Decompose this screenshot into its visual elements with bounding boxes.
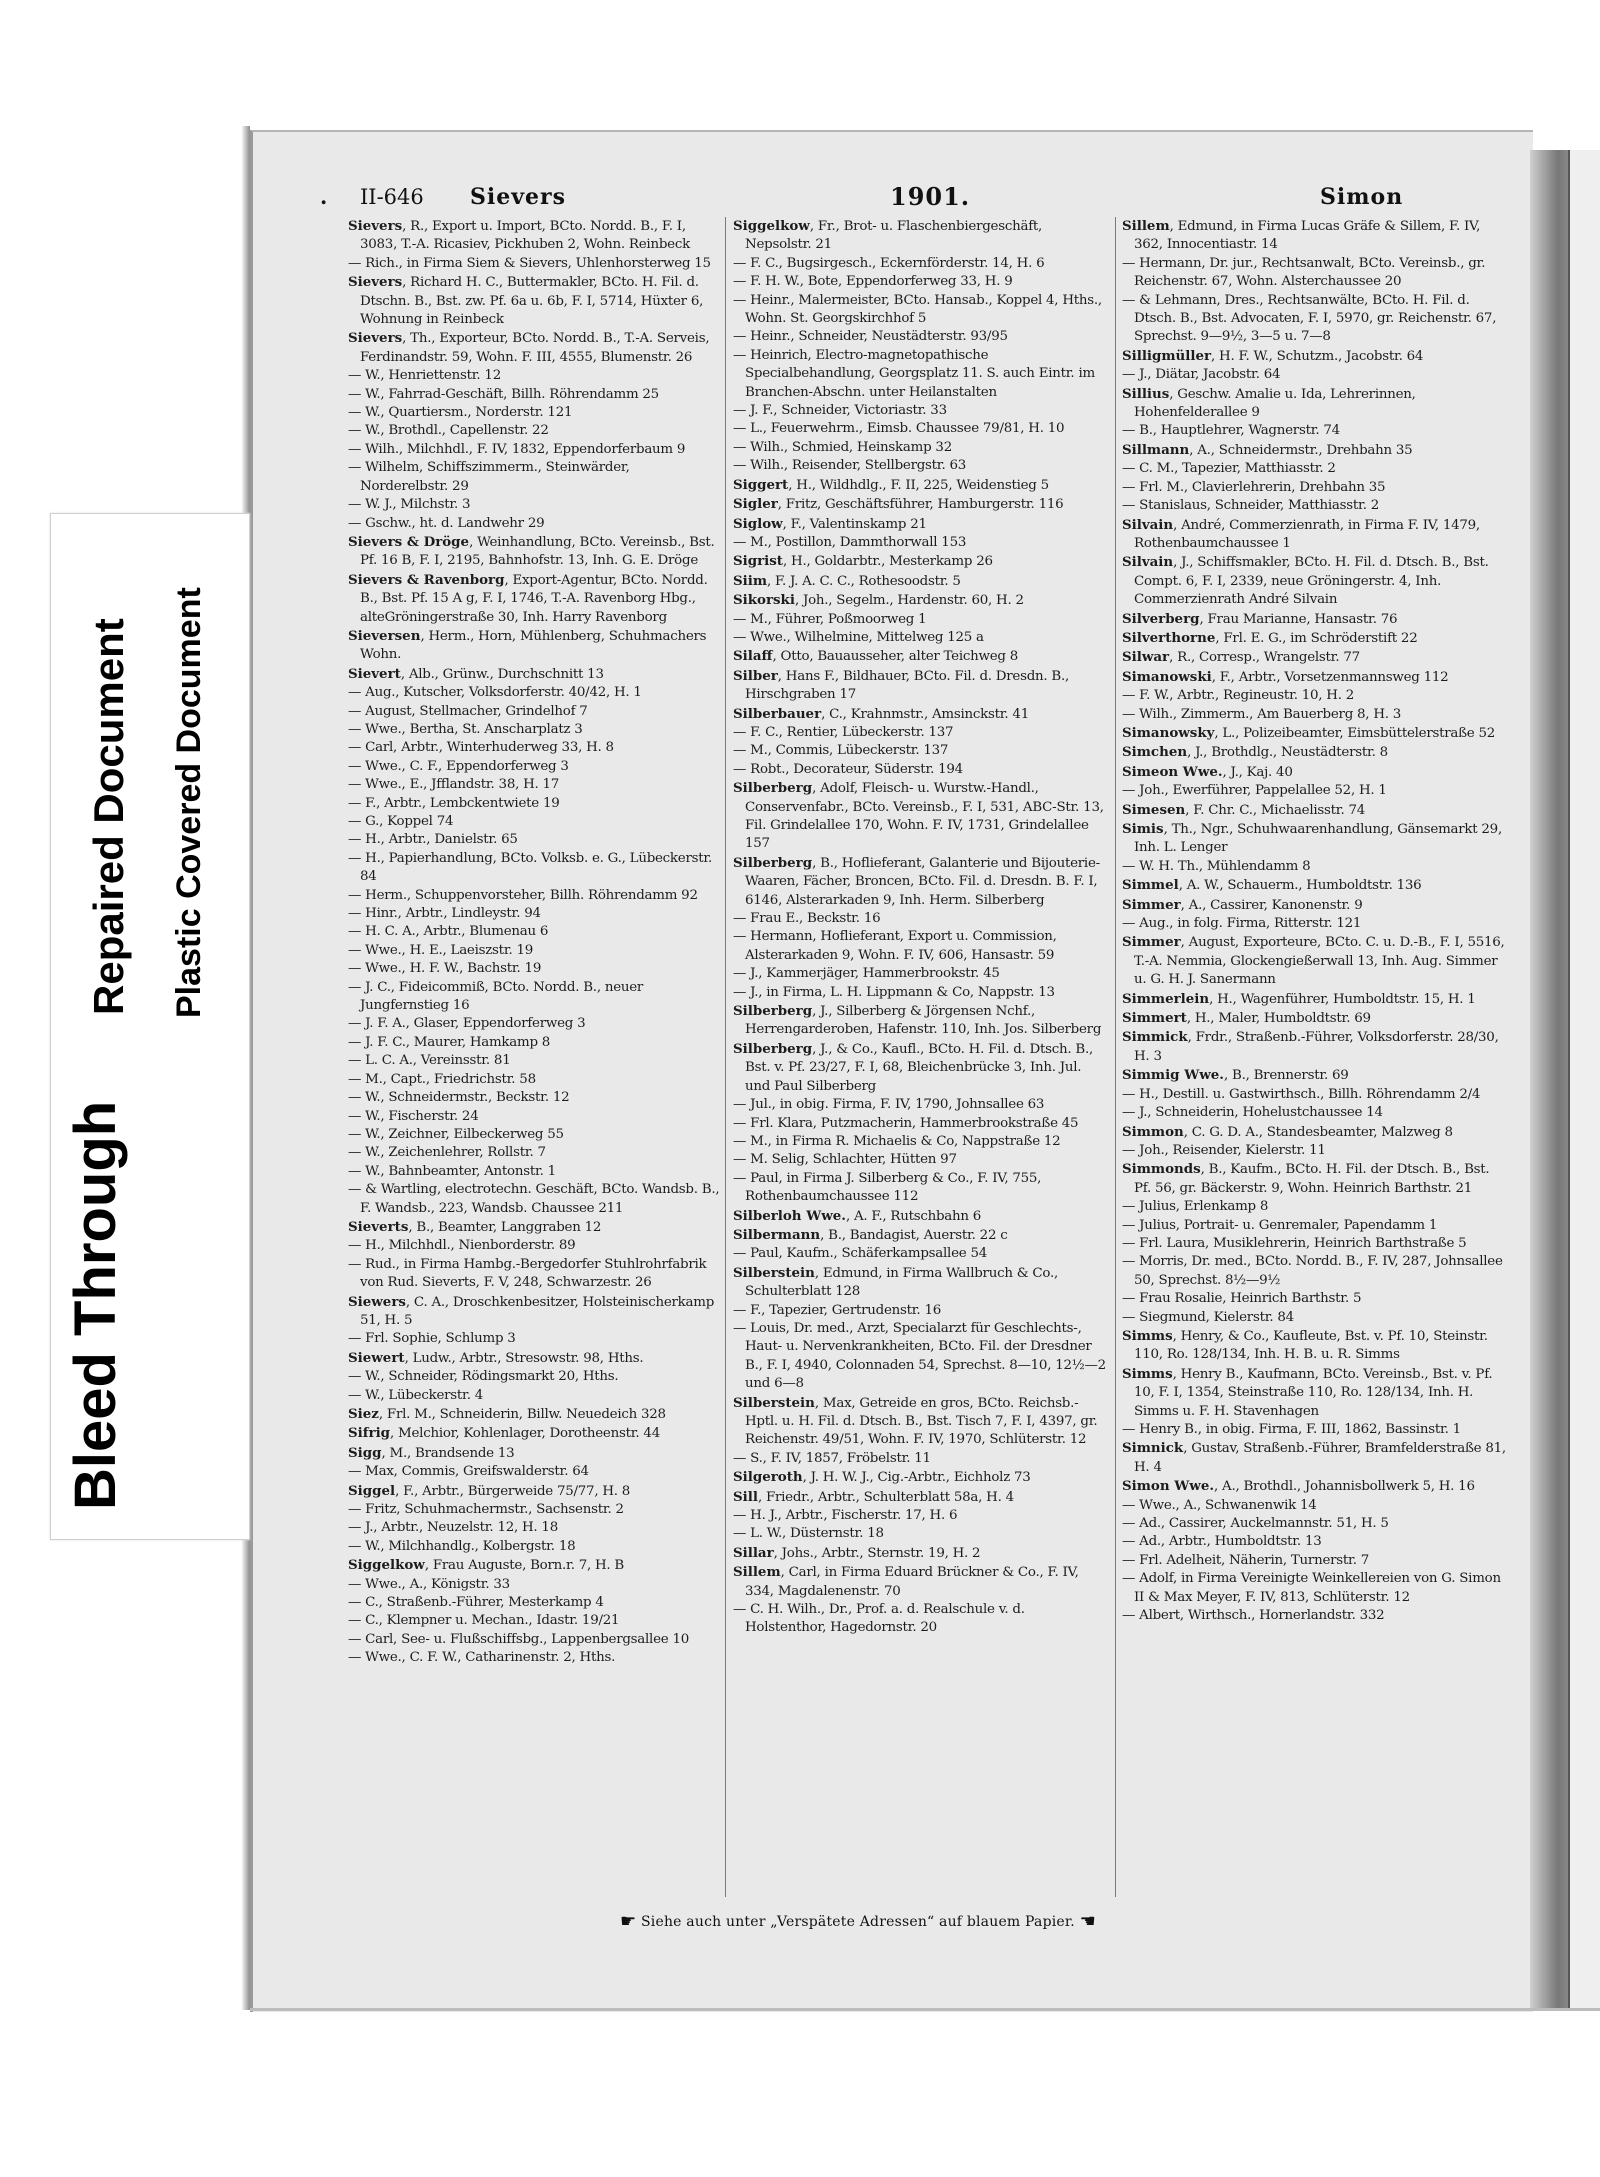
header-year: 1901. [890,182,971,211]
directory-entry: Simon Wwe., A., Brothdl., Johannisbollwerk 5, H. 16 [1122,1478,1475,1495]
directory-entry: Siim, F. J. A. C. C., Rothesoodstr. 5 [733,572,961,589]
directory-entry: Simanowski, F., Arbtr., Vorsetzenmannsweg 112 [1122,668,1449,685]
directory-entry: — F. H. W., Bote, Eppendorferweg 33, H. 9 [733,274,1013,290]
directory-entry: — Wwe., A., Königstr. 33 [348,1576,510,1592]
directory-entry: — Wwe., Wilhelmine, Mittelweg 125 a [733,629,984,645]
directory-entry: — H. C. A., Arbtr., Blumenau 6 [348,924,549,940]
directory-entry: Sievers & Dröge, Weinhandlung, BCto. Vereinsb., Bst. Pf. 16 B, F. I, 2195, Bahnhofstr. 13, Inh. G. E. Dröge [348,533,715,569]
directory-entry: Silber, Hans F., Bildhauer, BCto. Fil. d. Dresdn. B., Hirschgraben 17 [733,667,1070,703]
directory-entry: — H. J., Arbtr., Fischerstr. 17, H. 6 [733,1508,958,1524]
directory-entry: — Henry B., in obig. Firma, F. III, 1862, Bassinstr. 1 [1122,1422,1461,1437]
directory-entry: — Wwe., C. F., Eppendorferweg 3 [348,758,569,774]
directory-entry: — M. Selig, Schlachter, Hütten 97 [733,1152,957,1168]
directory-entry: — Hermann, Hoflieferant, Export u. Commission, Alsterarkaden 9, Wohn. F. IV, 606, Hansastr. 59 [733,929,1057,963]
directory-entry: Simmel, A. W., Schauerm., Humboldtstr. 136 [1122,877,1422,894]
directory-entry: — Joh., Ewerführer, Pappelallee 52, H. 1 [1122,783,1387,799]
directory-entry: Sigler, Fritz, Geschäftsführer, Hamburgerstr. 116 [733,496,1064,513]
directory-entry: Sillem, Edmund, in Firma Lucas Gräfe & Sillem, F. IV, 362, Innocentiastr. 14 [1122,218,1481,253]
directory-entry: — August, Stellmacher, Grindelhof 7 [348,703,588,719]
directory-entry: Sievers, Richard H. C., Buttermakler, BCto. H. Fil. d. Dtschn. B., Bst. zw. Pf. 6a u. 6b, F. I, 5714, Hüxter 6, Wohnung in Reinbeck [348,274,704,328]
directory-entry: — & Wartling, electrotechn. Geschäft, BCto. Wandsb. B., F. Wandsb., 223, Wandsb. Chaussee 211 [348,1182,720,1216]
directory-entry: — Rich., in Firma Siem & Sievers, Uhlenhorsterweg 15 [348,255,711,271]
directory-entry: — M., Capt., Friedrichstr. 58 [348,1071,536,1087]
directory-entry: Sieverts, B., Beamter, Langgraben 12 [348,1218,602,1235]
directory-entry: — M., Commis, Lübeckerstr. 137 [733,743,949,759]
directory-entry: Simesen, F. Chr. C., Michaelisstr. 74 [1122,801,1366,818]
directory-entry: — H., Destill. u. Gastwirthsch., Billh. Röhrendamm 2/4 [1122,1086,1481,1102]
directory-entry: — L., Feuerwehrm., Eimsb. Chaussee 79/81, H. 10 [733,421,1065,437]
directory-entry: — J. F., Schneider, Victoriastr. 33 [733,403,947,419]
directory-entry: — Aug., in folg. Firma, Ritterstr. 121 [1122,916,1362,932]
directory-entry: Simchen, J., Brothdlg., Neustädterstr. 8 [1122,744,1388,761]
directory-entry: — W., Quartiersm., Norderstr. 121 [348,405,573,421]
directory-entry: — Gschw., ht. d. Landwehr 29 [348,515,545,531]
directory-entry: — J., Diätar, Jacobstr. 64 [1122,367,1281,383]
adjacent-page-strip [1568,150,1600,2010]
directory-entry: — W., Bahnbeamter, Antonstr. 1 [348,1163,556,1179]
directory-entry: Sievers, Th., Exporteur, BCto. Nordd. B., T.-A. Serveis, Ferdinandstr. 59, Wohn. F. III, 4555, Blumenstr. 26 [348,330,710,365]
directory-entry: Silvain, André, Commerzienrath, in Firma F. IV, 1479, Rothenbaumchaussee 1 [1122,516,1480,551]
directory-entry: — J. F. C., Maurer, Hamkamp 8 [348,1034,551,1050]
directory-entry: Silgeroth, J. H. W. J., Cig.-Arbtr., Eichholz 73 [733,1469,1031,1486]
directory-entry: — M., Führer, Poßmoorweg 1 [733,611,927,627]
directory-column-1 [348,217,720,1897]
directory-entry: Simmig Wwe., B., Brennerstr. 69 [1122,1067,1349,1084]
directory-entry: — C., Klempner u. Mechan., Idastr. 19/21 [348,1613,620,1629]
directory-entry: — M., Postillon, Dammthorwall 153 [733,534,967,550]
directory-entry: — C. H. Wilh., Dr., Prof. a. d. Realschule v. d. Holstenthor, Hagedornstr. 20 [733,1602,1025,1636]
directory-column-2 [733,217,1109,1897]
directory-entry: Sigg, M., Brandsende 13 [348,1444,515,1461]
directory-entry: — Heinr., Schneider, Neustädterstr. 93/95 [733,329,1008,345]
label-plastic-covered-document: Plastic Covered Document [170,587,208,1018]
directory-entry: Simeon Wwe., J., Kaj. 40 [1122,763,1293,780]
pointing-hand-right-icon: ☛ [620,1911,637,1932]
column-divider [1115,217,1116,1897]
directory-entry: — Rud., in Firma Hambg.-Bergedorfer Stuhlrohrfabrik von Rud. Sieverts, F. V, 248, Schwarzestr. 26 [348,1256,707,1291]
directory-entry: — W. J., Milchstr. 3 [348,497,471,513]
directory-entry: — J., Schneiderin, Hohelustchaussee 14 [1122,1105,1383,1121]
directory-entry: — Frau Rosalie, Heinrich Barthstr. 5 [1122,1291,1362,1307]
directory-entry: — Max, Commis, Greifswalderstr. 64 [348,1464,589,1480]
directory-entry: — J., Arbtr., Neuzelstr. 12, H. 18 [348,1520,558,1536]
directory-entry: — Wwe., H. F. W., Bachstr. 19 [348,961,542,977]
directory-entry: — W., Fischerstr. 24 [348,1108,479,1124]
directory-entry: Silberstein, Max, Getreide en gros, BCto. Reichsb.-Hptl. u. H. Fil. d. Dtsch. B., Bst. Tisch 7, F. I, 4397, gr. Reichenstr. 49/51, Wohn. F. IV, 1970, Schlüterstr. 12 [733,1394,1098,1448]
directory-entry: — W., Brothdl., Capellenstr. 22 [348,423,549,439]
directory-entry: — Wilhelm, Schiffszimmerm., Steinwärder, Norderelbstr. 29 [348,460,630,494]
directory-entry: — W., Schneidermstr., Beckstr. 12 [348,1090,570,1106]
directory-entry: — Fritz, Schuhmachermstr., Sachsenstr. 2 [348,1502,624,1518]
directory-entry: — L. W., Düsternstr. 18 [733,1526,884,1542]
directory-entry: — Adolf, in Firma Vereinigte Weinkellereien von G. Simon II & Max Meyer, F. IV, 813, Schlüterstr. 12 [1122,1571,1501,1605]
directory-entry: Silberstein, Edmund, in Firma Wallbruch & Co., Schulterblatt 128 [733,1264,1058,1300]
directory-entry: Silberberg, B., Hoflieferant, Galanterie und Bijouterie-Waaren, Fächer, Broncen, BCto. Fil. d. Dresdn. B. F. I, 6146, Alsterarkaden 9, Inh. Herm. Silberberg [733,854,1100,908]
directory-entry: — Wilh., Schmied, Heinskamp 32 [733,439,952,455]
directory-entry: — Frl. M., Clavierlehrerin, Drehbahn 35 [1122,479,1386,495]
directory-entry: — Frl. Adelheit, Näherin, Turnerstr. 7 [1122,1552,1370,1568]
directory-entry: — Siegmund, Kielerstr. 84 [1122,1309,1294,1325]
header-dot: . [320,184,328,209]
directory-entry: Simmerlein, H., Wagenführer, Humboldtstr. 15, H. 1 [1122,990,1476,1007]
directory-entry: — Wwe., Bertha, St. Anscharplatz 3 [348,721,583,737]
directory-entry: — C., Straßenb.-Führer, Mesterkamp 4 [348,1595,604,1611]
directory-entry: — W., Schneider, Rödingsmarkt 20, Hths. [348,1369,619,1385]
directory-entry: — & Lehmann, Dres., Rechtsanwälte, BCto. H. Fil. d. Dtsch. B., Bst. Advocaten, F. I, 5970, gr. Reichenstr. 67, Sprechst. 9—9½, 3—5 u. 7—8 [1122,292,1497,345]
directory-entry: Simmer, August, Exporteure, BCto. C. u. D.-B., F. I, 5516, T.-A. Nemmia, Glockengießerwall 13, Inh. Aug. Simmer u. G. H. J. Sanermann [1122,934,1505,988]
directory-entry: — Jul., in obig. Firma, F. IV, 1790, Johnsallee 63 [733,1097,1045,1113]
directory-entry: — Ad., Arbtr., Humboldtstr. 13 [1122,1534,1322,1550]
directory-entry: Siez, Frl. M., Schneiderin, Billw. Neuedeich 328 [348,1406,666,1422]
directory-entry: Simis, Th., Ngr., Schuhwaarenhandlung, Gänsemarkt 29, Inh. L. Lenger [1122,821,1502,856]
directory-entry: — Wilh., Milchhdl., F. IV, 1832, Eppendorferbaum 9 [348,441,686,457]
directory-entry: — Aug., Kutscher, Volksdorferstr. 40/42, H. 1 [348,685,642,701]
directory-entry: Simnick, Gustav, Straßenb.-Führer, Bramfelderstraße 81, H. 4 [1122,1440,1506,1475]
directory-entry: Sifrig, Melchior, Kohlenlager, Dorotheenstr. 44 [348,1425,660,1442]
directory-entry: Simms, Henry B., Kaufmann, BCto. Vereinsb., Bst. v. Pf. 10, F. I, 1354, Steinstraße 110, Ro. 128/134, Inh. H. Simms u. F. H. Stavenhagen [1122,1365,1493,1419]
directory-entry: — Ad., Cassirer, Auckelmannstr. 51, H. 5 [1122,1516,1389,1532]
directory-entry: Silberbauer, C., Krahnmstr., Amsinckstr. 41 [733,705,1029,722]
directory-entry: — F. C., Rentier, Lübeckerstr. 137 [733,724,954,740]
directory-entry: Siggert, H., Wildhdlg., F. II, 225, Weidenstieg 5 [733,476,1049,493]
directory-entry: Simmon, C. G. D. A., Standesbeamter, Malzweg 8 [1122,1123,1453,1140]
directory-entry: — Wwe., C. F. W., Catharinenstr. 2, Hths. [348,1650,616,1666]
directory-entry: — Wwe., A., Schwanenwik 14 [1122,1497,1317,1513]
directory-entry: Simmert, H., Maler, Humboldtstr. 69 [1122,1010,1371,1027]
directory-entry: — Carl, See- u. Flußschiffsbg., Lappenbergsallee 10 [348,1631,689,1647]
directory-entry: — H., Papierhandlung, BCto. Volksb. e. G., Lübeckerstr. 84 [348,850,713,885]
directory-entry: — H., Arbtr., Danielstr. 65 [348,832,518,848]
directory-entry: — Albert, Wirthsch., Hornerlandstr. 332 [1122,1608,1385,1624]
directory-entry: Silwar, R., Corresp., Wrangelstr. 77 [1122,649,1360,666]
directory-entry: — Frau E., Beckstr. 16 [733,911,881,927]
directory-entry: — Wilh., Zimmerm., Am Bauerberg 8, H. 3 [1122,706,1402,722]
directory-entry: — G., Koppel 74 [348,814,454,829]
directory-entry: Siggelkow, Fr., Brot- u. Flaschenbiergeschäft, Nepsolstr. 21 [733,218,1043,253]
directory-entry: — J. F. A., Glaser, Eppendorferweg 3 [348,1016,586,1032]
footer-text: Siehe auch unter „Verspätete Adressen“ auf blauem Papier. [641,1914,1075,1930]
directory-entry: Simanowsky, L., Polizeibeamter, Eimsbüttelerstraße 52 [1122,724,1496,741]
directory-entry: — Joh., Reisender, Kielerstr. 11 [1122,1142,1326,1158]
page-number: II-646 [360,185,424,209]
directory-entry: — F. C., Bugsirgesch., Eckernförderstr. 14, H. 6 [733,255,1045,271]
directory-entry: Siggelkow, Frau Auguste, Born.r. 7, H. B [348,1557,625,1574]
directory-entry: — Wwe., H. E., Laeiszstr. 19 [348,942,534,958]
directory-entry: Silverthorne, Frl. E. G., im Schröderstift 22 [1122,629,1418,646]
directory-entry: Silberberg, Adolf, Fleisch- u. Wurstw.-Handl., Conservenfabr., BCto. Vereinsb., F. I, 531, ABC-Str. 13, Fil. Grindelallee 170, Wohn. F. IV, 1731, Grindelallee 157 [733,780,1104,852]
directory-entry: — Stanislaus, Schneider, Matthiasstr. 2 [1122,498,1379,514]
directory-entry: — W., Zeichner, Eilbeckerweg 55 [348,1126,564,1142]
directory-entry: — L. C. A., Vereinsstr. 81 [348,1053,511,1069]
directory-entry: Sillius, Geschw. Amalie u. Ida, Lehrerinnen, Hohenfelderallee 9 [1122,385,1416,421]
directory-entry: — W., Zeichenlehrer, Rollstr. 7 [348,1145,546,1161]
directory-entry: — Hermann, Dr. jur., Rechtsanwalt, BCto. Vereinsb., gr. Reichenstr. 67, Wohn. Alsterchaussee 20 [1122,255,1486,290]
directory-entry: Sievert, Alb., Grünw., Durchschnitt 13 [348,665,604,682]
directory-entry: Silberberg, J., Silberberg & Jörgensen Nchf., Herrengarderoben, Hafenstr. 110, Inh. Jos. Silberberg [733,1003,1102,1038]
directory-entry: — Paul, Kaufm., Schäferkampsallee 54 [733,1246,987,1262]
directory-entry: Simmer, A., Cassirer, Kanonenstr. 9 [1122,896,1363,913]
directory-entry: — S., F. IV, 1857, Fröbelstr. 11 [733,1450,931,1466]
directory-entry: — Morris, Dr. med., BCto. Nordd. B., F. IV, 287, Johnsallee 50, Sprechst. 8½—9½ [1122,1254,1503,1288]
directory-entry: — Julius, Portrait- u. Genremaler, Papendamm 1 [1122,1217,1438,1233]
directory-entry: — Louis, Dr. med., Arzt, Specialarzt für Geschlechts-, Haut- u. Nervenkrankheiten, BCto. Fil. der Dresdner B., F. I, 4940, Colonnaden 54, Sprechst. 8—10, 12½—2 und 6—8 [733,1320,1106,1392]
directory-entry: — J., in Firma, L. H. Lippmann & Co, Nappstr. 13 [733,984,1055,1000]
directory-entry: Sillar, Johs., Arbtr., Sternstr. 19, H. 2 [733,1544,981,1561]
directory-entry: — Robt., Decorateur, Süderstr. 194 [733,761,963,777]
directory-entry: Sieversen, Herm., Horn, Mühlenberg, Schuhmachers Wohn. [348,627,707,663]
directory-entry: — Carl, Arbtr., Winterhuderweg 33, H. 8 [348,740,614,756]
directory-entry: — Frl. Laura, Musiklehrerin, Heinrich Barthstraße 5 [1122,1235,1467,1251]
label-repaired-document: Repaired Document [85,618,132,1015]
directory-entry: — J., Kammerjäger, Hammerbrookstr. 45 [733,966,1000,982]
directory-entry: Silverberg, Frau Marianne, Hansastr. 76 [1122,610,1398,627]
page-bottom-edge [250,2008,1600,2011]
directory-entry: — M., in Firma R. Michaelis & Co, Nappstraße 12 [733,1133,1061,1149]
directory-entry: — Frl. Sophie, Schlump 3 [348,1331,516,1347]
directory-entry: Siewers, C. A., Droschkenbesitzer, Holsteinischerkamp 51, H. 5 [348,1293,715,1328]
directory-entry: Siglow, F., Valentinskamp 21 [733,515,927,532]
directory-entry: Simmonds, B., Kaufm., BCto. H. Fil. der Dtsch. B., Bst. Pf. 56, gr. Bäckerstr. 9, Wohn. Heinrich Barthstr. 21 [1122,1161,1490,1196]
directory-entry: Sievers, R., Export u. Import, BCto. Nordd. B., F. I, 3083, T.-A. Ricasiev, Pickhuben 2, Wohn. Reinbeck [348,218,690,253]
header-left-catchword: Sievers [470,184,566,210]
directory-entry: — F. W., Arbtr., Regineustr. 10, H. 2 [1122,688,1355,704]
directory-entry: — Paul, in Firma J. Silberberg & Co., F. IV, 755, Rothenbaumchaussee 112 [733,1170,1042,1205]
directory-entry: — F., Tapezier, Gertrudenstr. 16 [733,1302,941,1318]
directory-entry: Sikorski, Joh., Segelm., Hardenstr. 60, H. 2 [733,592,1024,609]
directory-entry: — Frl. Klara, Putzmacherin, Hammerbrookstraße 45 [733,1115,1079,1131]
directory-entry: — Heinr., Malermeister, BCto. Hansab., Koppel 4, Hths., Wohn. St. Georgskirchhof 5 [733,292,1102,327]
directory-entry: Siewert, Ludw., Arbtr., Stresowstr. 98, Hths. [348,1349,644,1366]
directory-entry: — Heinrich, Electro-magnetopathische Specialbehandlung, Georgsplatz 11. S. auch Eintr. im Branchen-Abschn. unter Heilanstalten [733,347,1095,400]
directory-entry: — W., Henriettenstr. 12 [348,368,501,384]
directory-entry: Silaff, Otto, Bauausseher, alter Teichweg 8 [733,648,1018,665]
directory-entry: — Hinr., Arbtr., Lindleystr. 94 [348,906,541,922]
directory-entry: — W., Milchhandlg., Kolbergstr. 18 [348,1538,576,1554]
directory-entry: — H., Milchhdl., Nienborderstr. 89 [348,1238,576,1254]
directory-entry: Silberberg, J., & Co., Kaufl., BCto. H. Fil. d. Dtsch. B., Bst. v. Pf. 23/27, F. I, 68, Bleichenbrücke 3, Inh. Jul. und Paul Silberberg [733,1040,1094,1094]
header-right-catchword: Simon [1320,184,1404,210]
directory-entry: Silbermann, B., Bandagist, Auerstr. 22 c [733,1226,1008,1243]
directory-entry: Sill, Friedr., Arbtr., Schulterblatt 58a, H. 4 [733,1488,1014,1505]
directory-entry: — C. M., Tapezier, Matthiasstr. 2 [1122,461,1336,477]
directory-entry: Siggel, F., Arbtr., Bürgerweide 75/77, H. 8 [348,1482,631,1499]
directory-entry: — W., Fahrrad-Geschäft, Billh. Röhrendamm 25 [348,386,659,402]
directory-entry: Simmick, Frdr., Straßenb.-Führer, Volksdorferstr. 28/30, H. 3 [1122,1029,1499,1064]
page-footer-note [620,1912,1320,1932]
directory-entry: Simms, Henry, & Co., Kaufleute, Bst. v. Pf. 10, Steinstr. 110, Ro. 128/134, Inh. H. B. u. R. Simms [1122,1327,1488,1363]
directory-entry: — F., Arbtr., Lembckentwiete 19 [348,795,560,811]
directory-entry: — W., Lübeckerstr. 4 [348,1387,484,1403]
directory-entry: Silberloh Wwe., A. F., Rutschbahn 6 [733,1207,982,1224]
directory-entry: Silligmüller, H. F. W., Schutzm., Jacobstr. 64 [1122,347,1424,364]
directory-entry: — J. C., Fideicommiß, BCto. Nordd. B., neuer Jungfernstieg 16 [348,979,644,1014]
directory-entry: Sillem, Carl, in Firma Eduard Brückner & Co., F. IV, 334, Magdalenenstr. 70 [733,1564,1079,1599]
column-divider [725,217,726,1897]
pointing-hand-left-icon: ☚ [1079,1911,1096,1932]
directory-entry: — B., Hauptlehrer, Wagnerstr. 74 [1122,423,1340,439]
directory-entry: — W. H. Th., Mühlendamm 8 [1122,858,1311,874]
label-bleed-through: Bleed Through [63,1100,128,1510]
directory-entry: — Wilh., Reisender, Stellbergstr. 63 [733,458,967,474]
directory-entry: — Julius, Erlenkamp 8 [1122,1199,1269,1215]
directory-entry: Sillmann, A., Schneidermstr., Drehbahn 35 [1122,441,1413,458]
directory-entry: — Wwe., E., Jfflandstr. 38, H. 17 [348,777,560,793]
directory-entry: Sievers & Ravenborg, Export-Agentur, BCto. Nordd. B., Bst. Pf. 15 A g, F. I, 1746, T.-A. Ravenborg Hbg., alteGröningerstraße 30, Inh. Harry Ravenborg [348,571,708,625]
directory-column-3 [1122,217,1510,1897]
directory-entry: — Herm., Schuppenvorsteher, Billh. Röhrendamm 92 [348,887,698,903]
directory-entry: Silvain, J., Schiffsmakler, BCto. H. Fil. d. Dtsch. B., Bst. Compt. 6, F. I, 2339, neue Gröningerstr. 4, Inh. Commerzienrath André Silvain [1122,554,1489,608]
directory-entry: Sigrist, H., Goldarbtr., Mesterkamp 26 [733,553,993,570]
